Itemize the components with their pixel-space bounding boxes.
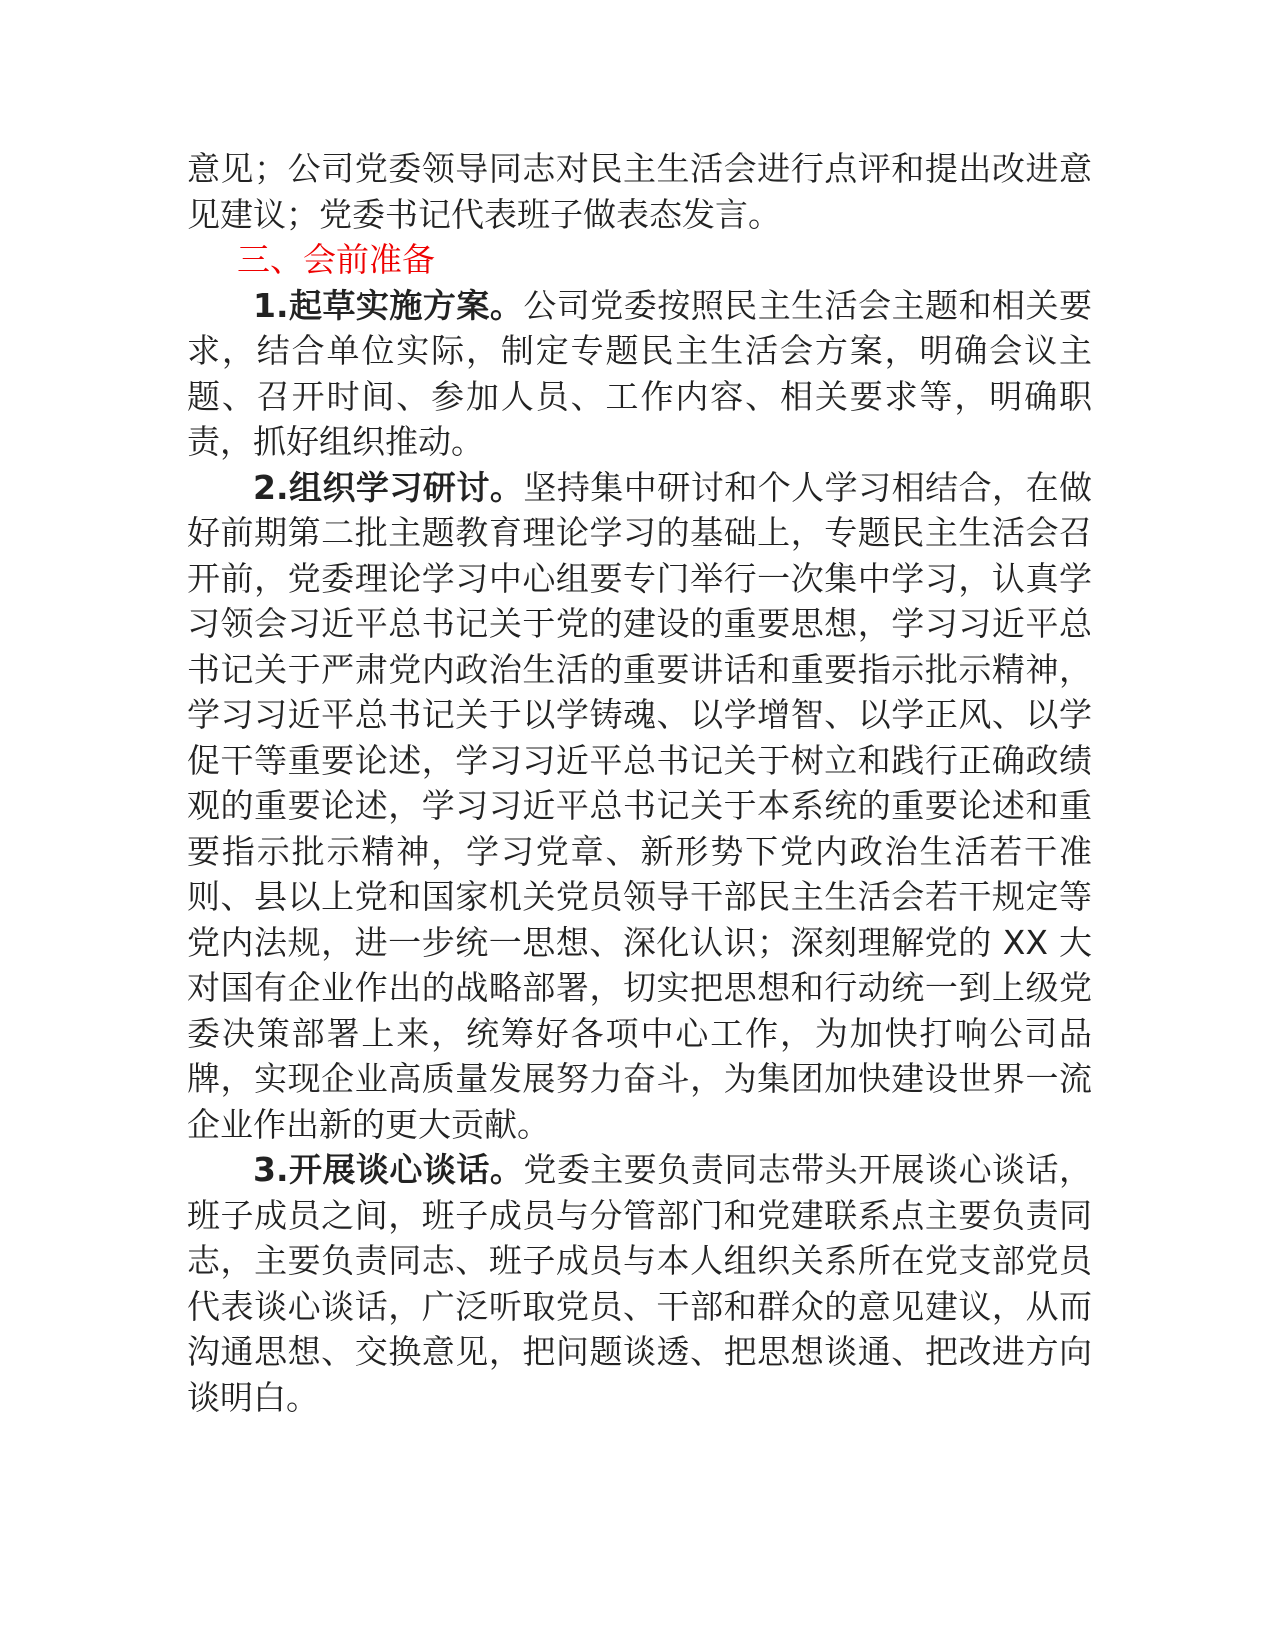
item-body-3: 党委主要负责同志带头开展谈心谈话，班子成员之间，班子成员与分管部门和党建联系点主要负责同志，主要负责同志、班子成员与本人组织关系所在党支部党员代表谈心谈话，广泛听取党员、干部和群众的意见建议，从而沟通思想、交换意见，把问题谈透、把思想谈通、把改进方向谈明白。	[187, 1150, 1093, 1417]
item-lead-2: 2.组织学习研讨。	[253, 467, 524, 507]
item-paragraph-1	[187, 283, 1092, 465]
document-page	[187, 146, 1092, 1420]
item-body-1: 公司党委按照民主生活会主题和相关要求，结合单位实际，制定专题民主生活会方案，明确会议主题、召开时间、参加人员、工作内容、相关要求等，明确职责，抓好组织推动。	[187, 285, 1093, 461]
item-paragraph-2	[187, 465, 1092, 1148]
continuation-paragraph: 意见；公司党委领导同志对民主生活会进行点评和提出改进意见建议；党委书记代表班子做表态发言。	[187, 149, 1092, 234]
item-lead-3: 3.开展谈心谈话。	[253, 1150, 524, 1189]
section-heading: 三、会前准备	[237, 240, 435, 279]
item-body-2: 坚持集中研讨和个人学习相结合，在做好前期第二批主题教育理论学习的基础上，专题民主生活会召开前，党委理论学习中心组要专门举行一次集中学习，认真学习领会习近平总书记关于党的建设的重要思想，学习习近平总书记关于严肃党内政治生活的重要讲话和重要指示批示精神，学习习近平总书记关于以学铸魂、以学增智、以学正风、以学促干等重要论述，学习习近平总书记关于树立和践行正确政绩观的重要论述，学习习近平总书记关于本系统的重要论述和重要指示批示精神，学习党章、新形势下党内政治生活若干准则、县以上党和国家机关党员领导干部民主生活会若干规定等党内法规，进一步统一思想、深化认识；深刻理解党的 XX 大对国有企业作出的战略部署，切实把思想和行动统一到上级党委决策部署上来，统筹好各项中心工作，为加快打响公司品牌，实现企业高质量发展努力奋斗，为集团加快建设世界一流企业作出新的更大贡献。	[187, 467, 1093, 1144]
item-lead-1: 1.起草实施方案。	[253, 285, 524, 325]
item-paragraph-3	[187, 1147, 1092, 1420]
